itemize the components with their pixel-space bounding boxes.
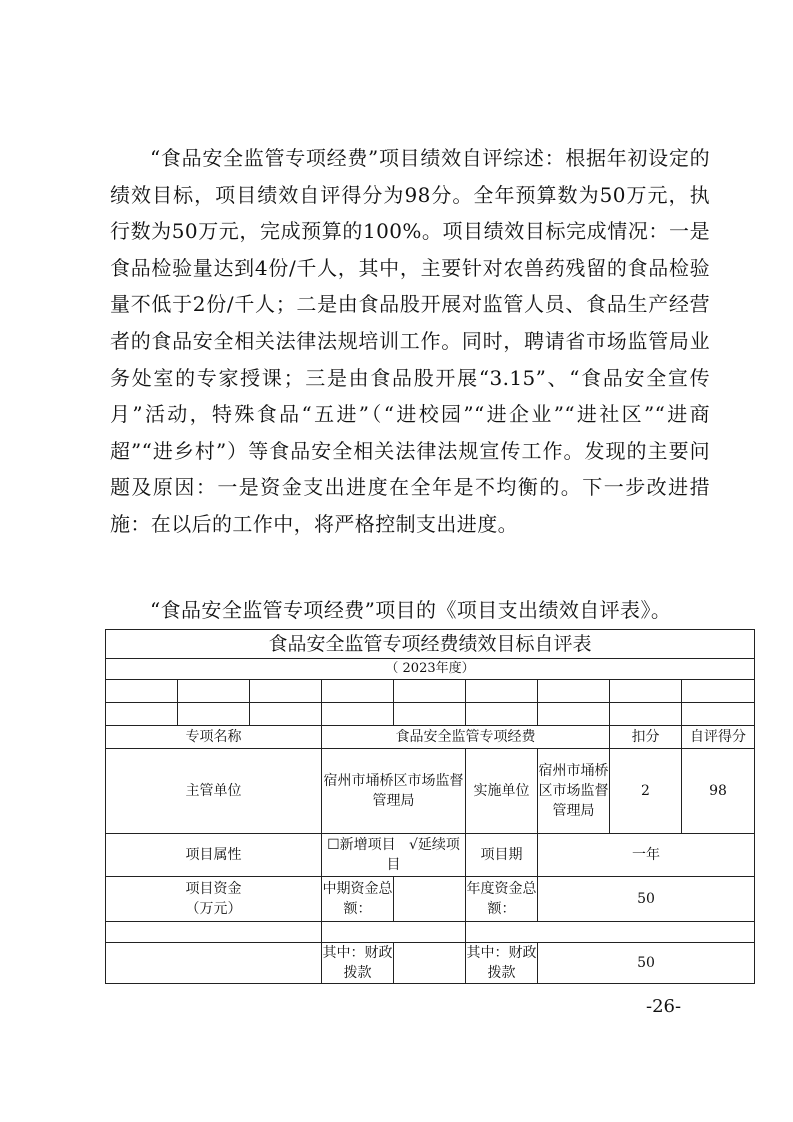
project-name-label: 专项名称 [106,726,322,749]
blank-row [106,680,755,703]
implementer-value: 宿州市埇桥区市场监督管理局 [538,749,610,834]
project-fund-label: 项目资金 [185,881,242,897]
finance-label-cell [106,943,322,984]
annual-fund-label: 年度资金总额： [466,877,538,922]
annual-fund-value: 50 [538,877,755,922]
table-intro-paragraph: “食品安全监管专项经费”项目的《项目支出绩效自评表》。 [150,598,672,622]
annual-finance-value: 50 [538,943,755,984]
blank-row [106,703,755,726]
performance-self-evaluation-table [105,629,755,984]
project-fund-unit: （万元） [185,901,242,917]
blank-row [106,922,755,943]
project-attribute-label: 项目属性 [106,834,322,877]
option-continued-project: √延续项目 [386,837,460,873]
page-number: -26- [646,996,682,1017]
midterm-fund-label: 中期资金总额： [322,877,394,922]
deduction-value: 2 [610,749,682,834]
midterm-finance-value [394,943,466,984]
deduction-label: 扣分 [610,726,682,749]
project-period-value: 一年 [538,834,755,877]
implementer-label: 实施单位 [466,749,538,834]
supervisor-value: 宿州市埇桥区市场监督管理局 [322,749,466,834]
table-title: 食品安全监管专项经费绩效目标自评表 [106,630,755,659]
midterm-fund-value [394,877,466,922]
project-period-label: 项目期 [466,834,538,877]
option-new-project: ☐新增项目 [327,837,396,853]
annual-finance-label: 其中：财政拨款 [466,943,538,984]
summary-paragraph: “食品安全监管专项经费”项目绩效自评综述：根据年初设定的绩效目标，项目绩效自评得分为98分。全年预算数为50万元，执行数为50万元，完成预算的100%。项目绩效目标完成情况：一是食品检验量达到4份/千人，其中，主要针对农兽药残留的食品检验量不低于2份/千人；二是由食品股开展对监管人员、食品生产经营者的食品安全相关法律法规培训工作。同时，聘请省市场监管局业务处室的专家授课；三是由食品股开展“3.15”、“食品安全宣传月”活动，特殊食品“五进”（“进校园”“进企业”“进社区”“进商超”“进乡村”）等食品安全相关法律法规宣传工作。发现的主要问题及原因：一是资金支出进度在全年是不均衡的。下一步改进措施：在以后的工作中，将严格控制支出进度。 [110,146,710,536]
project-name-value: 食品安全监管专项经费 [322,726,610,749]
project-attribute-options [322,834,466,877]
supervisor-label: 主管单位 [106,749,322,834]
project-fund-label-cell [106,877,322,922]
score-value: 98 [682,749,755,834]
midterm-finance-label: 其中：财政拨款 [322,943,394,984]
table-year: （ 2023年度） [106,659,755,680]
score-label: 自评得分 [682,726,755,749]
